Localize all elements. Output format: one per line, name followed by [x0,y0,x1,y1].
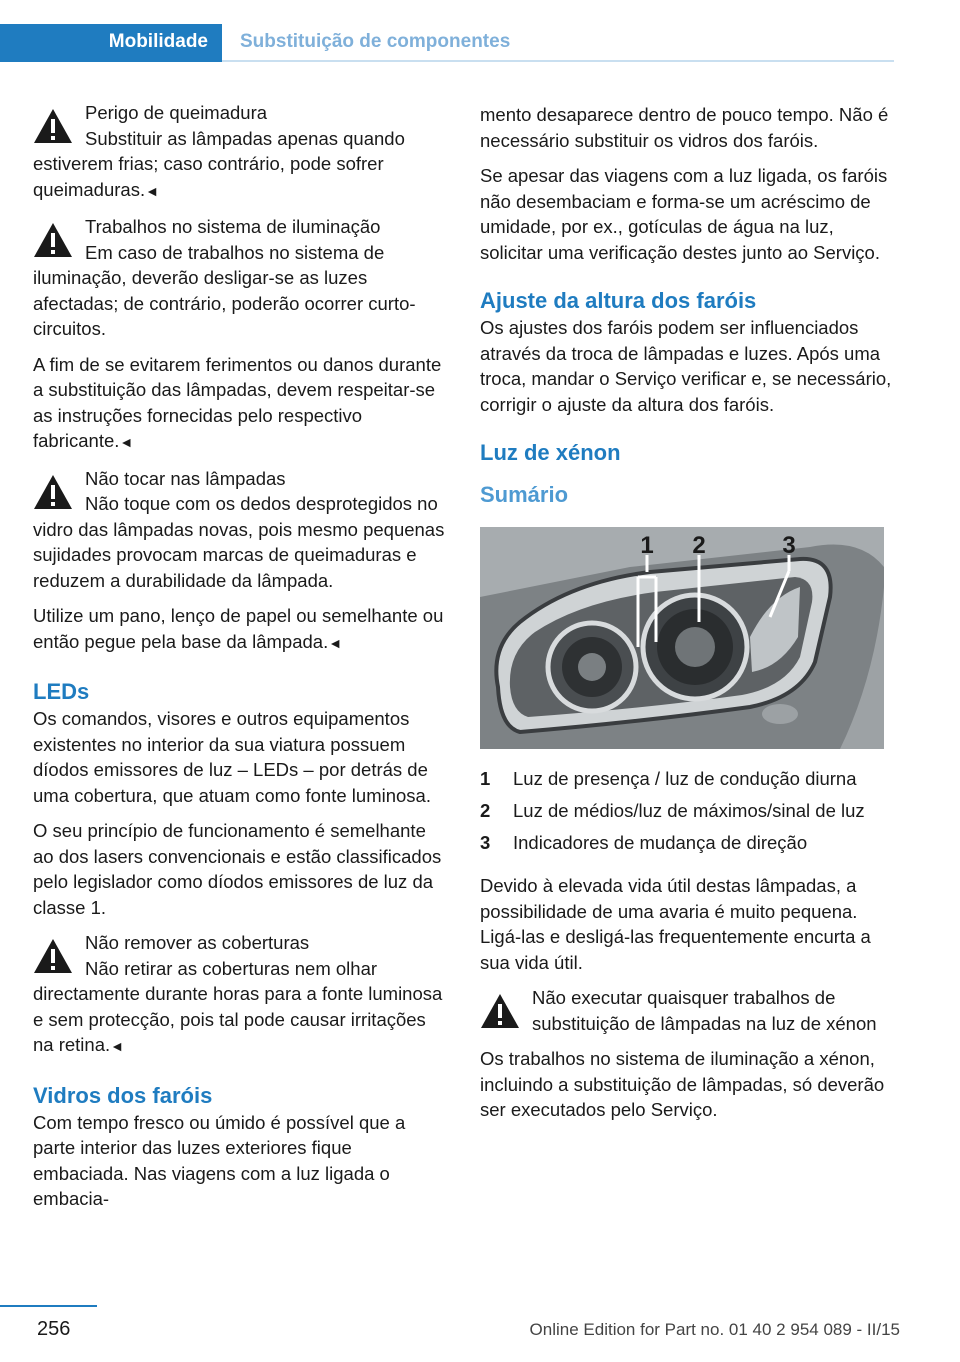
figure-label-2: 2 [692,532,706,559]
legend-text: Luz de médios/luz de máximos/sinal de luz [513,800,865,822]
warning-title: Perigo de queimadura [85,102,268,123]
heading-ajuste: Ajuste da altura dos faróis [480,288,757,313]
warning-no-touch [33,466,451,594]
end-mark: ◄ [110,1038,124,1054]
heading-vidros: Vidros dos faróis [33,1082,213,1108]
warning-title: Não remover as coberturas [85,932,310,953]
legend-number: 2 [480,800,491,822]
warning-icon [33,108,73,144]
subsection-label: Substituição de componentes [240,31,511,52]
warning-title: Trabalhos no sistema de iluminação [85,216,381,237]
warning-icon [33,474,73,510]
paragraph: Os ajustes dos faróis podem ser influenciados através da troca de lâmpadas e luzes. Após uma troca, mandar o Serviço verificar e, se necessário, corrigir o ajuste da altura dos faróis. [480,317,892,415]
warning-lighting-work [33,214,451,342]
paragraph-text: A fim de se evitarem ferimentos ou danos durante a substituição das lâmpadas, devem respeitar-se as instruções fornecidas pelo respectivo fabricante. [33,353,442,451]
paragraph: mento desaparece dentro de pouco tempo. Não é necessário substituir os vidros dos faróis. [480,104,889,151]
legend-item [480,827,895,859]
figure-legend [480,763,895,859]
paragraph: Os comandos, visores e outros equipamentos existentes no interior da sua viatura possuem díodos emissores de luz – LEDs – por detrás de uma cobertura, que atuam como fonte luminosa. [33,708,431,806]
page-number: 256 [37,1318,71,1340]
right-column [480,102,895,1133]
header-rule [222,60,894,62]
paragraph-text: Utilize um pano, lenço de papel ou semelhante ou então pegue pela base da lâmpada. [33,605,444,652]
heading-xenon: Luz de xénon [480,440,621,465]
paragraph: O seu princípio de funcionamento é semelhante ao dos lasers convencionais e estão classificados pelo legislador como díodos emissores de luz da classe 1. [33,820,442,918]
legend-item [480,795,895,827]
legend-number: 1 [480,768,491,790]
section-tab [0,24,222,62]
end-mark: ◄ [145,182,159,199]
legend-text: Indicadores de mudança de direção [513,832,808,854]
left-column [33,100,451,1222]
headlight-figure [480,527,884,749]
headlight-illustration [480,527,884,749]
figure-label-3: 3 [782,532,796,559]
heading-sumario: Sumário [480,482,569,507]
warning-title: Não tocar nas lâmpadas [85,467,286,489]
figure-label-1: 1 [640,532,654,559]
warning-body: Não toque com os dedos desprotegidos no vidro das lâmpadas novas, pois mesmo pequenas sujidades provocam marcas de queimaduras e reduzem a durabilidade da lâmpada. [33,493,445,591]
heading-leds: LEDs [33,679,90,704]
page-header [0,0,960,62]
warning-icon [480,993,520,1029]
subsection-tab [222,24,894,62]
paragraph: Os trabalhos no sistema de iluminação a xénon, incluindo a substituição de lâmpadas, só deverão ser executados pelo Serviço. [480,1048,885,1120]
legend-text: Luz de presença / luz de condução diurna [513,768,857,790]
section-label: Mobilidade [108,31,208,52]
warning-title: Não executar quaisquer trabalhos de substituição de lâmpadas na luz de xénon [532,987,877,1034]
footer-rule [0,1305,97,1307]
paragraph: Devido à elevada vida útil destas lâmpadas, a possibilidade de uma avaria é muito pequena. Ligá-las e desligá-las frequentemente encurta a sua vida útil. [480,875,871,973]
warning-body: Não retirar as coberturas nem olhar directamente durante horas para a fonte luminosa e sem protecção, pois tal pode causar irritações na retina. [33,957,443,1055]
end-mark: ◄ [119,434,134,450]
legend-item [480,763,895,795]
warning-icon [33,938,73,974]
warning-burn [33,100,451,204]
warning-body: Em caso de trabalhos no sistema de iluminação, deverão desligar-se as luzes afectadas; de contrário, poderão ocorrer curto-circuitos. [33,241,416,339]
paragraph [33,603,451,656]
paragraph: Se apesar das viagens com a luz ligada, os faróis não desembaciam e forma-se um acréscimo de umidade, por ex., gotículas de água na luz, solicitar uma verificação destes junto ao Serviço. [480,165,888,263]
warning-icon [33,222,73,258]
end-mark: ◄ [328,634,343,651]
paragraph: Com tempo fresco ou úmido é possível que a parte interior das luzes exteriores fique embaciada. Nas viagens com a luz ligada o embacia- [33,1111,406,1209]
paragraph [33,352,451,456]
legend-number: 3 [480,832,491,854]
warning-xenon [480,985,895,1036]
edition-note: Online Edition for Part no. 01 40 2 954 089 - II/15 [529,1320,900,1339]
warning-covers [33,930,451,1060]
warning-body: Substituir as lâmpadas apenas quando estiverem frias; caso contrário, pode sofrer queimaduras. [33,127,405,200]
